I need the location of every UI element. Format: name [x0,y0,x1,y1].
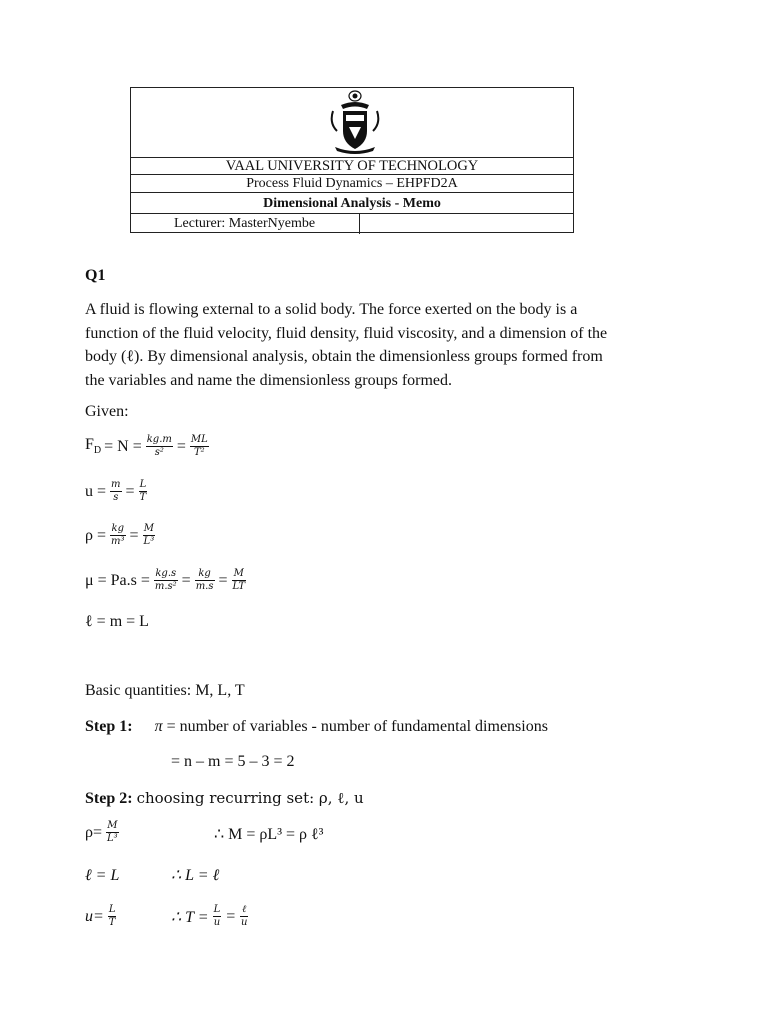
recurring-velocity-fraction: $\frac{L}{T}$ [108,904,116,928]
force-symbol: F [85,436,94,454]
recurring-velocity-lhs: u= [85,907,104,925]
recurring-density-result: ∴ M = ρL³ = ρ ℓ³ [214,826,324,843]
step1-text: = number of variables - number of fundamental dimensions [166,718,548,735]
lecturer-row [131,213,573,234]
question-text: A fluid is flowing external to a solid body. The force exerted on the body is a function of the fluid velocity, fluid density, fluid viscosity, and a dimension of the body (ℓ). By dimensional analysis, obtain the dimensionless groups formed from the variables and name the dimensionless groups formed. [85,301,608,389]
recurring-length: ℓ = L [85,867,120,884]
velocity-lhs: u = [85,482,107,500]
given-label: Given: [85,403,129,420]
force-fraction-2: $\frac{ML}{\text{T²}}$ [190,434,208,458]
force-fraction-1: $\frac{kg.m}{\text{s²}}$ [146,434,172,458]
recurring-velocity-result: ∴ T = $\frac{L}{u}$ = $\frac{\text{ℓ}}{u}$ [171,904,248,928]
step1-label: Step 1: [85,718,133,735]
pi-symbol: π [154,718,163,735]
lecturer-name: Lecturer: MasterNyembe [174,216,316,231]
viscosity-fraction-1: $\frac{kg.s}{\text{m.s²}}$ [154,568,177,592]
recurring-density-lhs: ρ= [85,823,103,841]
recurring-velocity [85,904,117,929]
viscosity-equation: μ = Pa.s = $\frac{kg.s}{\text{m.s²}}$ = $\frac{kg}{m.s}$ = $\frac{M}{LT}$ [85,568,246,592]
velocity-equation: u = $\frac{m}{s}$ = $\frac{L}{T}$ [85,479,147,503]
step2-line [85,786,364,811]
course-name: Process Fluid Dynamics – EHPFD2A [131,174,573,193]
velocity-fraction-1: $\frac{m}{s}$ [111,479,121,503]
recurring-velocity-result-fraction-2: $\frac{\text{ℓ}}{u}$ [241,904,248,928]
density-fraction-2: $\frac{M}{\text{L³}}$ [143,523,155,547]
length-equation: ℓ = m = L [85,613,149,630]
step1-calculation: = n – m = 5 – 3 = 2 [171,753,295,770]
force-mid: = N = [104,437,142,455]
document-title: Dimensional Analysis - Memo [131,192,573,213]
header-table [130,87,574,233]
basic-quantities: Basic quantities: M, L, T [85,682,245,699]
viscosity-fraction-2: $\frac{kg}{m.s}$ [195,568,214,592]
university-crest-logo [327,87,383,157]
question-label: Q1 [85,267,106,284]
density-fraction-1: $\frac{kg}{\text{m³}}$ [111,523,125,547]
university-name: VAAL UNIVERSITY OF TECHNOLOGY [131,157,573,175]
density-lhs: ρ = [85,526,107,544]
step2-text: choosing recurring set: ρ, ℓ, u [136,789,364,807]
velocity-fraction-2: $\frac{L}{T}$ [139,479,147,503]
force-subscript: D [93,445,102,457]
recurring-density [85,820,120,845]
step2-label: Step 2: [85,790,133,807]
recurring-velocity-result-fraction-1: $\frac{L}{u}$ [213,904,221,928]
step1-line [85,715,548,739]
recurring-length-result: ∴ L = ℓ [171,867,220,884]
recurring-density-fraction: $\frac{M}{\text{L³}}$ [107,820,118,844]
viscosity-fraction-3: $\frac{M}{LT}$ [232,568,246,592]
cell-divider [359,214,360,234]
force-equation: $F_D$ = N = $\frac{kg.m}{\text{s²}}$ = $\frac{ML}{\text{T²}}$ [85,434,208,458]
recurring-velocity-result-lhs: ∴ T = [171,908,209,926]
density-equation: ρ = $\frac{kg}{\text{m³}}$ = $\frac{M}{\text{L³}}$ [85,523,155,547]
viscosity-lhs: μ = Pa.s = [85,571,150,589]
